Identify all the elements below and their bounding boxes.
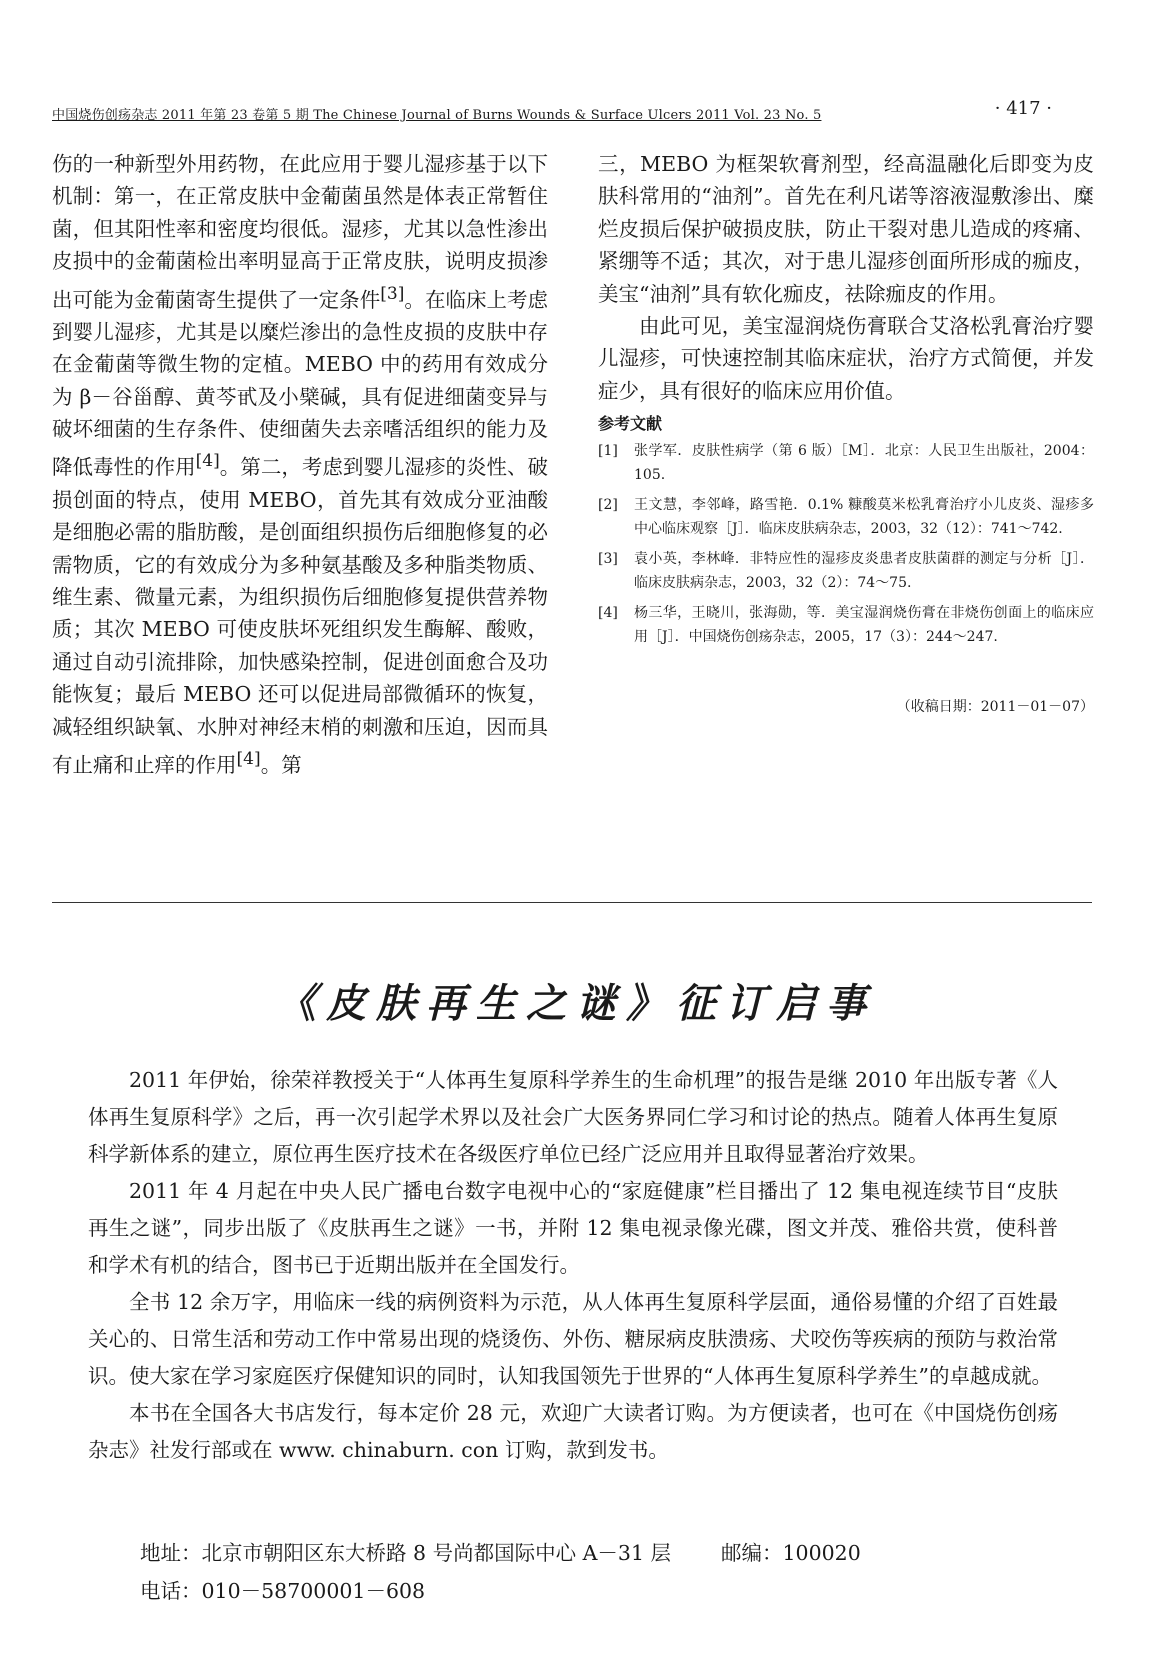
reference-item: [2] 王文慧，李邻峰，路雪艳．0.1% 糠酸莫米松乳膏治疗小儿皮炎、湿疹多中心临床观察［J］．临床皮肤病杂志，2003，32（12）：741～742.: [598, 497, 1094, 538]
notice-paragraph: 2011 年伊始，徐荣祥教授关于“人体再生复原科学养生的生命机理”的报告是继 2010 年出版专著《人体再生复原科学》之后，再一次引起学术界以及社会广大医务界同仁学习和讨论的热点。随着人体再生复原科学新体系的建立，原位再生医疗技术在各级医疗单位已经广泛应用并且取得显著治疗效果。: [88, 1068, 1058, 1166]
notice-title: 《皮肤再生之谜》征订启事: [276, 980, 876, 1027]
section-divider: [52, 902, 1092, 903]
notice-paragraph: 2011 年 4 月起在中央人民广播电台数字电视中心的“家庭健康”栏目播出了 12 集电视连续节目“皮肤再生之谜”，同步出版了《皮肤再生之谜》一书，并附 12 集电视录像光碟，图文并茂、雅俗共赏，使科普和学术有机的结合，图书已于近期出版并在全国发行。: [88, 1179, 1058, 1277]
citation-mark: [4]: [236, 748, 261, 769]
notice-paragraph: 全书 12 余万字，用临床一线的病例资料为示范，从人体再生复原科学层面，通俗易懂的介绍了百姓最关心的、日常生活和劳动工作中常易出现的烧烫伤、外伤、糖尿病皮肤溃疡、犬咬伤等疾病的预防与救治常识。使大家在学习家庭医疗保健知识的同时，认知我国领先于世界的“人体再生复原科学养生”的卓越成就。: [88, 1290, 1058, 1388]
reference-list: [598, 439, 1094, 649]
right-column: [598, 148, 1094, 724]
citation-mark: [4]: [195, 451, 220, 472]
phone-text: 电话：010－58700001－608: [140, 1579, 426, 1603]
notice-body: [88, 1062, 1058, 1469]
address-text: 地址：北京市朝阳区东大桥路 8 号尚都国际中心 A－31 层: [140, 1541, 671, 1565]
address-line: [140, 1536, 861, 1566]
reference-item: [1] 张学军．皮肤性病学（第 6 版）［M］．北京：人民卫生出版社，2004：105.: [598, 443, 1094, 484]
article-paragraph: 三，MEBO 为框架软膏剂型，经高温融化后即变为皮肤科常用的“油剂”。首先在利凡诺等溶液湿敷渗出、糜烂皮损后保护破损皮肤，防止干裂对患儿造成的疼痛、紧绷等不适；其次，对于患儿湿疹创面所形成的痂皮，美宝“油剂”具有软化痂皮，祛除痂皮的作用。: [598, 152, 1094, 306]
running-header: [52, 98, 1052, 128]
article-paragraph: 伤的一种新型外用药物，在此应用于婴儿湿疹基于以下机制：第一，在正常皮肤中金葡菌虽然是体表正常暂住菌，但其阳性率和密度均很低。湿疹，尤其以急性渗出皮损中的金葡菌检出率明显高于正常皮肤，说明皮损渗出可能为金葡菌寄生提供了一定条件[3]。在临床上考虑到婴儿湿疹，尤其是以糜烂渗出的急性皮损的皮肤中存在金葡菌等微生物的定植。MEBO 中的药用有效成分为 β－谷甾醇、黄芩甙及小檗碱，具有促进细菌变异与破坏细菌的生存条件、使细菌失去亲嗜活组织的能力及降低毒性的作用[4]。第二，考虑到婴儿湿疹的炎性、破损创面的特点，使用 MEBO，首先其有效成分亚油酸是细胞必需的脂肪酸，是创面组织损伤后细胞修复的必需物质，它的有效成分为多种氨基酸及多种脂类物质、维生素、微量元素，为组织损伤后细胞修复提供营养物质；其次 MEBO 可使皮肤坏死组织发生酶解、酸败，通过自动引流排除，加快感染控制，促进创面愈合及功能恢复；最后 MEBO 还可以促进局部微循环的恢复，减轻组织缺氧、水肿对神经末梢的刺激和压迫，因而具有止痛和止痒的作用[4]。第: [52, 152, 549, 777]
references-heading: 参考文献: [598, 414, 663, 434]
postcode-text: 邮编：100020: [721, 1541, 861, 1565]
conclusion-paragraph: 由此可见，美宝湿润烧伤膏联合艾洛松乳膏治疗婴儿湿疹，可快速控制其临床症状，治疗方式简便，并发症少，具有很好的临床应用价值。: [598, 314, 1094, 403]
reference-item: [3] 袁小英，李林峰．非特应性的湿疹皮炎患者皮肤菌群的测定与分析［J］．临床皮肤病杂志，2003，32（2）：74～75.: [598, 551, 1094, 592]
page-number: · 417 ·: [994, 98, 1052, 119]
reference-item: [4] 杨三华，王晓川，张海勋，等．美宝湿润烧伤膏在非烧伤创面上的临床应用［J］．中国烧伤创疡杂志，2005，17（3）：244～247.: [598, 605, 1094, 646]
received-date: （收稿日期：2011－01－07）: [896, 699, 1094, 716]
left-column: [52, 148, 548, 781]
citation-mark: [3]: [380, 283, 405, 304]
phone-line: [140, 1574, 425, 1604]
notice-paragraph: 本书在全国各大书店发行，每本定价 28 元，欢迎广大读者订购。为方便读者，也可在《中国烧伤创疡杂志》社发行部或在 www. chinaburn. con 订购，款到发书。: [88, 1401, 1058, 1462]
journal-citation-header: 中国烧伤创疡杂志 2011 年第 23 卷第 5 期 The Chinese Journal of Burns Wounds & Surface Ulcers 2011 Vol. 23 No. 5: [52, 108, 822, 123]
